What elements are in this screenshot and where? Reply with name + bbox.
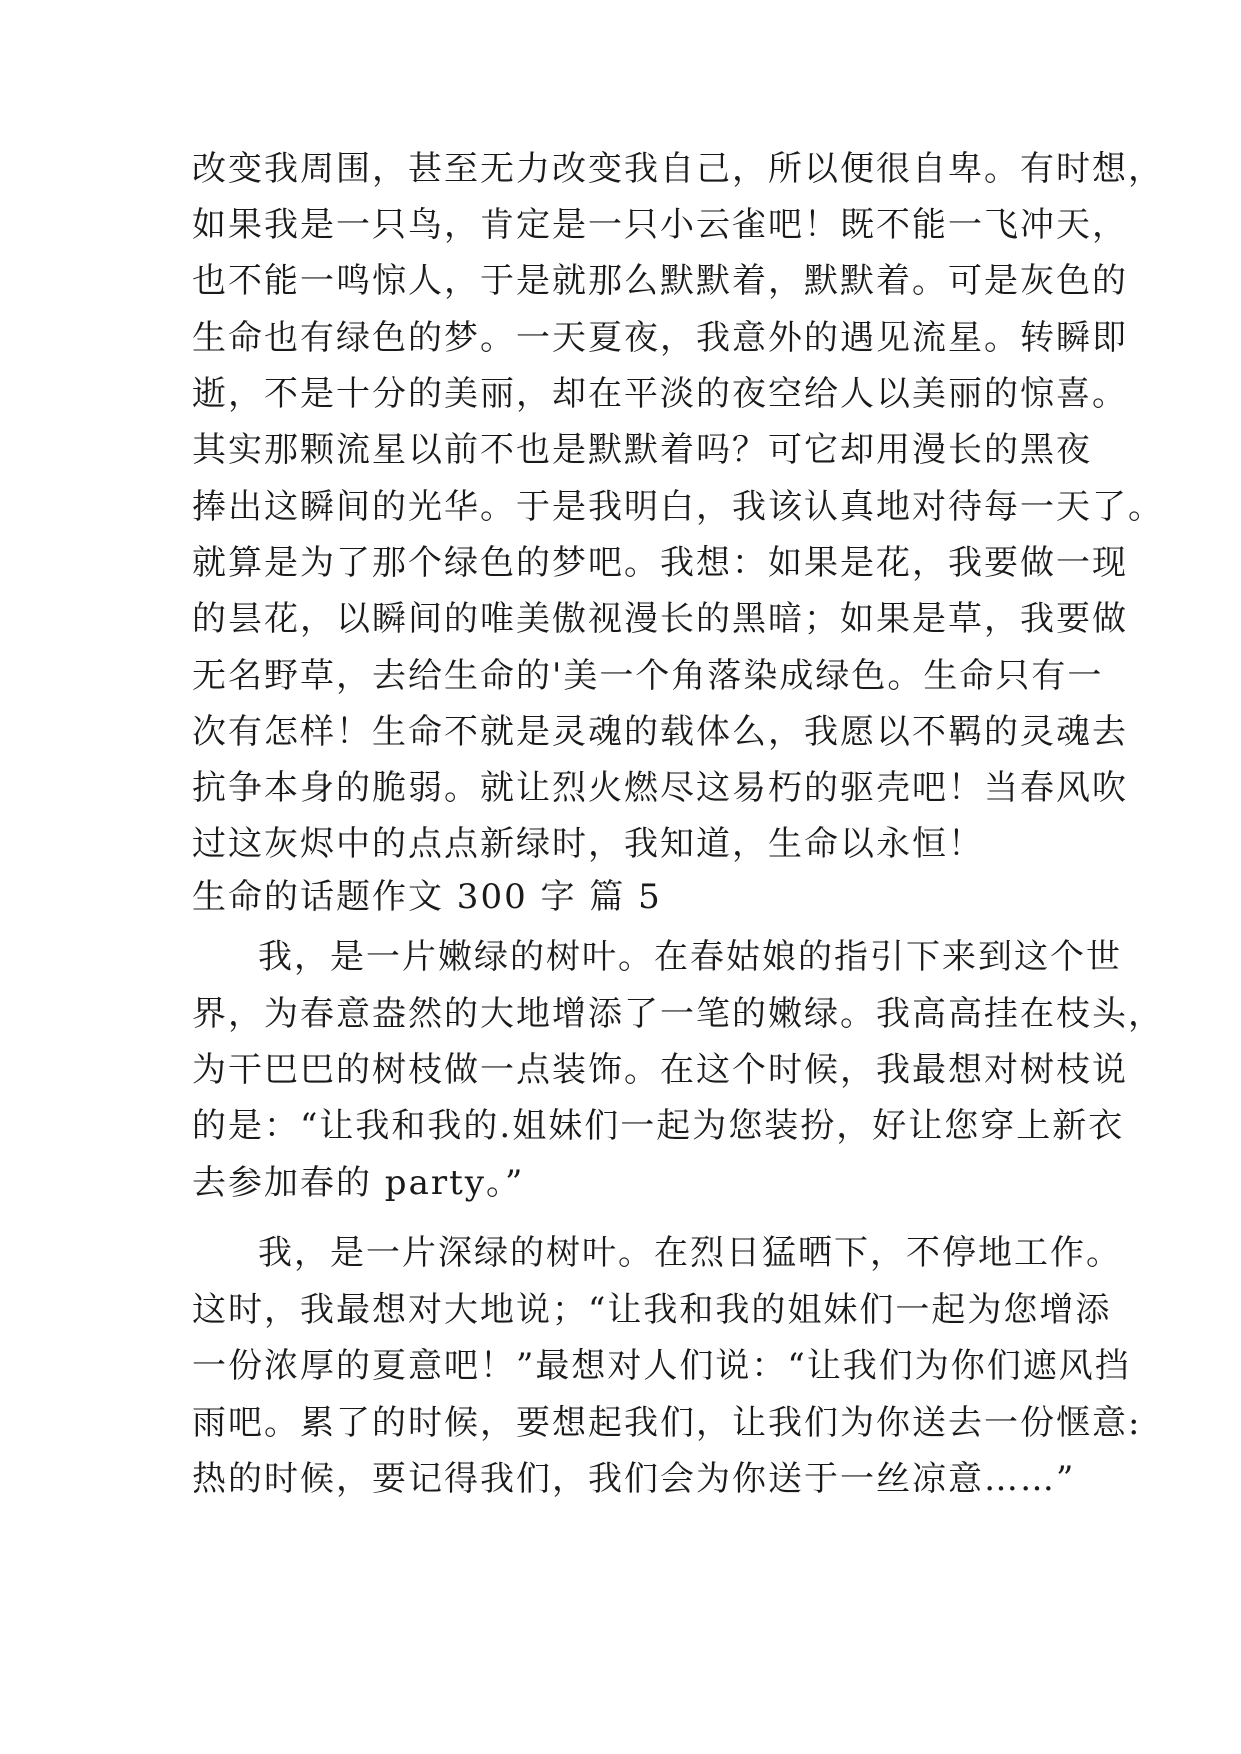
text-line: 捧出这瞬间的光华。于是我明白，我该认真地对待每一天了。 [192,487,1164,527]
text-line: 的是：“让我和我的.姐妹们一起为您装扮，好让您穿上新衣 [192,1106,1125,1146]
text-line: 抗争本身的脆弱。就让烈火燃尽这易朽的驱壳吧！当春风吹 [192,768,1128,808]
text-line: 去参加春的 party。” [192,1163,525,1203]
text-line: 的昙花，以瞬间的唯美傲视漫长的黑暗；如果是草，我要做 [192,599,1128,639]
text-line: 为干巴巴的树枝做一点装饰。在这个时候，我最想对树枝说 [192,1050,1128,1090]
text-line: 界，为春意盎然的大地增添了一笔的嫩绿。我高高挂在枝头， [192,994,1164,1034]
text-line: 改变我周围，甚至无力改变我自己，所以便很自卑。有时想， [192,149,1164,189]
text-line: 逝，不是十分的美丽，却在平淡的夜空给人以美丽的惊喜。 [192,374,1128,414]
text-line: 次有怎样！生命不就是灵魂的载体么，我愿以不羁的灵魂去 [192,712,1128,752]
text-line: 也不能一鸣惊人，于是就那么默默着，默默着。可是灰色的 [192,261,1128,301]
text-line: 我，是一片嫩绿的树叶。在春姑娘的指引下来到这个世 [258,937,1122,977]
text-line: 一份浓厚的夏意吧！”最想对人们说：“让我们为你们遮风挡 [192,1346,1131,1386]
section-heading: 生命的话题作文 300 字 篇 5 [192,877,662,917]
text-line: 无名野草，去给生命的'美一个角落染成绿色。生命只有一 [192,656,1104,696]
text-line: 雨吧。累了的时候，要想起我们，让我们为你送去一份惬意: [192,1403,1142,1443]
text-line: 过这灰烬中的点点新绿时，我知道，生命以永恒！ [192,824,984,864]
text-line: 其实那颗流星以前不也是默默着吗？可它却用漫长的黑夜 [192,430,1092,470]
text-line: 如果我是一只鸟，肯定是一只小云雀吧！既不能一飞冲天， [192,205,1128,245]
text-line: 就算是为了那个绿色的梦吧。我想：如果是花，我要做一现 [192,543,1128,583]
text-line: 这时，我最想对大地说；“让我和我的姐妹们一起为您增添 [192,1290,1112,1330]
text-line: 生命也有绿色的梦。一天夏夜，我意外的遇见流星。转瞬即 [192,318,1128,358]
text-line: 热的时候，要记得我们，我们会为你送于一丝凉意……” [192,1459,1076,1499]
text-line: 我，是一片深绿的树叶。在烈日猛晒下，不停地工作。 [258,1233,1122,1273]
